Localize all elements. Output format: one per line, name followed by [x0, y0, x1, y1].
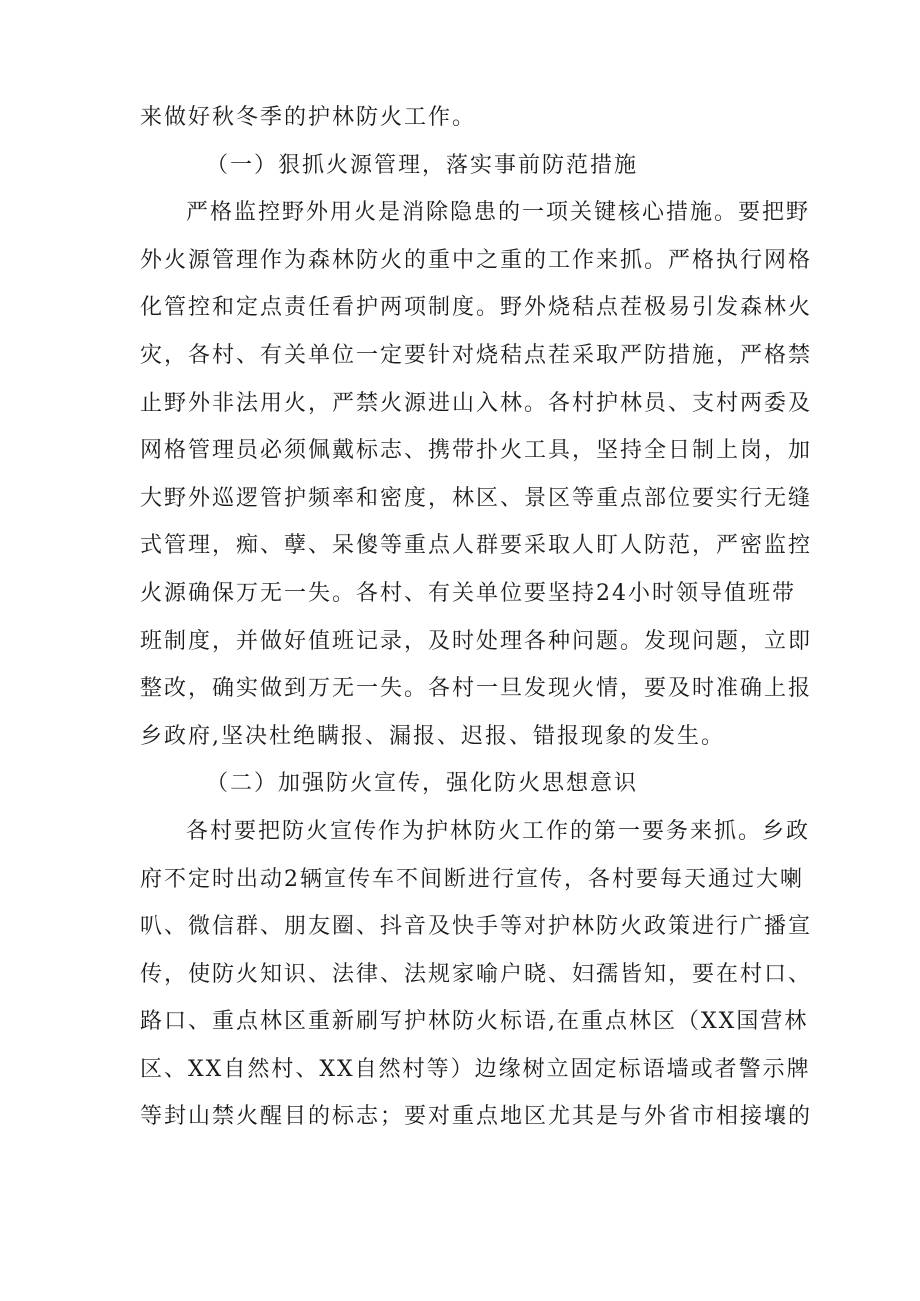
paragraph-line: 外火源管理作为森林防火的重中之重的工作来抓。严格执行网格 — [140, 247, 813, 273]
paragraph-line: 路口、重点林区重新刷写护林防火标语,在重点林区（XX国营林 — [140, 1009, 809, 1035]
paragraph-line: 府不定时出动2辆宣传车不间断进行宣传，各村要每天通过大喇 — [140, 866, 804, 892]
paragraph-line: 网格管理员必须佩戴标志、携带扑火工具，坚持全日制上岗，加 — [140, 438, 813, 464]
paragraph-continuation-line: 来做好秋冬季的护林防火工作。 — [140, 105, 477, 130]
document-body — [140, 94, 813, 1141]
paragraph-line: 传，使防火知识、法律、法规家喻户晓、妇孺皆知，要在村口、 — [140, 961, 813, 987]
paragraph-line: 区、XX自然村、XX自然村等）边缘树立固定标语墙或者警示牌 — [140, 1056, 811, 1082]
section-heading-1: （一）狠抓火源管理，落实事前防范措施 — [206, 152, 639, 178]
paragraph-line: 化管控和定点责任看护两项制度。野外烧秸点茬极易引发森林火 — [140, 295, 813, 321]
paragraph-line: 火源确保万无一失。各村、有关单位要坚持24小时领导值班带 — [140, 580, 796, 606]
paragraph-line: 整改，确实做到万无一失。各村一旦发现火情，要及时准确上报 — [140, 676, 813, 702]
paragraph-line: 严格监控野外用火是消除隐患的一项关键核心措施。要把野 — [186, 200, 811, 226]
section-heading-2: （二）加强防火宣传，强化防火思想意识 — [206, 771, 639, 797]
paragraph-line: 各村要把防火宣传作为护林防火工作的第一要务来抓。乡政 — [186, 818, 811, 844]
paragraph-line: 式管理，痴、孽、呆傻等重点人群要采取人盯人防范，严密监控 — [140, 533, 813, 559]
paragraph-line: 叭、微信群、朋友圈、抖音及快手等对护林防火政策进行广播宣 — [140, 914, 813, 940]
paragraph-line: 灾，各村、有关单位一定要针对烧秸点茬采取严防措施，严格禁 — [140, 342, 813, 368]
paragraph-line: 乡政府,坚决杜绝瞒报、漏报、迟报、错报现象的发生。 — [140, 723, 725, 749]
paragraph-line: 止野外非法用火，严禁火源进山入林。各村护林员、支村两委及 — [140, 390, 813, 416]
paragraph-line: 大野外巡逻管护频率和密度，林区、景区等重点部位要实行无缝 — [140, 485, 813, 511]
paragraph-line: 班制度，并做好值班记录，及时处理各种问题。发现问题，立即 — [140, 628, 813, 654]
paragraph-line: 等封山禁火醒目的标志；要对重点地区尤其是与外省市相接壤的 — [140, 1104, 813, 1130]
